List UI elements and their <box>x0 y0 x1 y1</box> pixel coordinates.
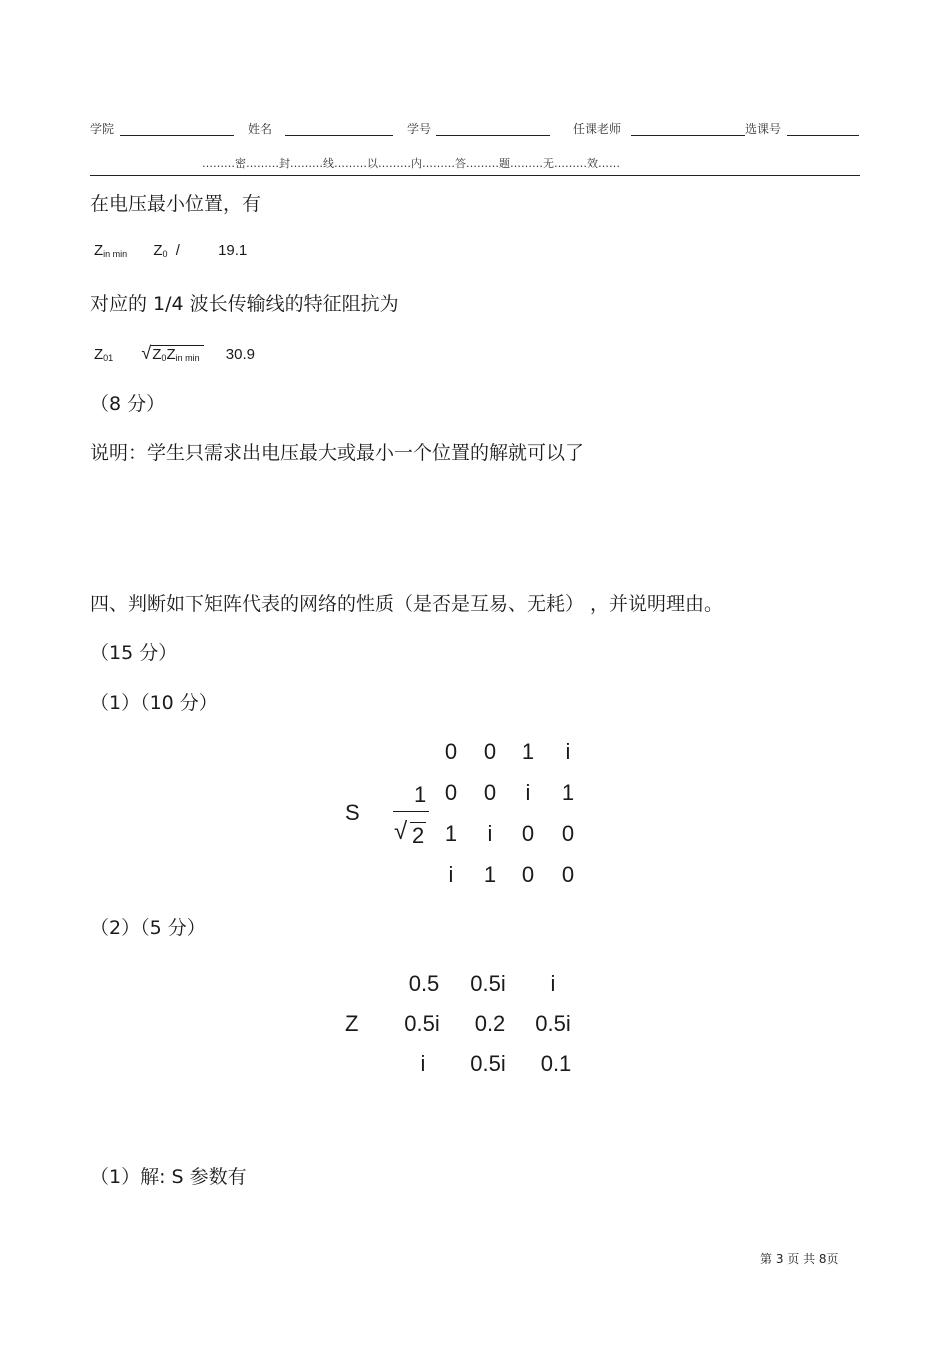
field-line-name[interactable] <box>285 135 393 136</box>
matrix-z-cell: i <box>420 1051 426 1076</box>
score-8: （8 分） <box>90 393 166 415</box>
eq2-r2: Z <box>166 346 176 363</box>
part-1-label: （1）（10 分） <box>90 692 218 714</box>
matrix-s-cell: i <box>525 780 531 805</box>
matrix-s-cell: 0 <box>561 862 575 887</box>
matrix-s-cell: 0 <box>521 862 535 887</box>
matrix-s-symbol: S <box>345 800 360 825</box>
matrix-s-cell: 1 <box>444 821 458 846</box>
matrix-z-cell: 0.5i <box>470 1051 506 1076</box>
matrix-z-cell: 0.2 <box>474 1011 506 1036</box>
field-label-course-no: 选课号 <box>745 122 782 136</box>
matrix-z-cell: 0.5 <box>408 971 440 996</box>
matrix-z-cell: 0.1 <box>540 1051 572 1076</box>
sqrt-radicand <box>151 345 203 363</box>
eq1-slash: / <box>175 242 180 259</box>
matrix-s-radical-value: 2 <box>412 823 425 848</box>
sqrt-sign: √ <box>141 343 152 363</box>
eq2-r1: Z <box>152 346 162 363</box>
matrix-s-cell: 0 <box>444 739 458 764</box>
matrix-s-sqrt-sign: √ <box>394 818 408 845</box>
note-text: 说明：学生只需求出电压最大或最小一个位置的解就可以了 <box>90 442 585 464</box>
field-line-course-no[interactable] <box>787 135 859 136</box>
matrix-s-coef-numerator: 1 <box>414 782 427 807</box>
eq1-lhs-sub: in min <box>103 249 128 259</box>
header-rule <box>90 175 860 176</box>
section-4-title: 四、判断如下矩阵代表的网络的性质（是否是互易、无耗） ，并说明理由。 <box>90 593 724 615</box>
matrix-s-cell: 0 <box>521 821 535 846</box>
eq2-lhs-sub: 01 <box>103 353 114 363</box>
matrix-z-symbol: Z <box>345 1011 359 1036</box>
matrix-s-cell: i <box>487 821 493 846</box>
eq2-lhs: Z <box>94 346 104 363</box>
text-quarter-wave: 对应的 1/4 波长传输线的特征阻抗为 <box>90 293 399 315</box>
matrix-z-cell: 0.5i <box>470 971 506 996</box>
eq1-lhs: Z <box>94 242 104 259</box>
matrix-s-cell: i <box>565 739 571 764</box>
eq2-r2-sub: in min <box>175 353 200 363</box>
matrix-z-cell: 0.5i <box>535 1011 571 1036</box>
matrix-s-fraction-bar <box>393 811 429 812</box>
field-label-teacher: 任课老师 <box>573 122 622 136</box>
field-label-student-id: 学号 <box>407 122 432 136</box>
matrix-s-cell: 0 <box>561 821 575 846</box>
field-label-name: 姓名 <box>248 122 273 136</box>
field-label-college: 学院 <box>90 122 115 136</box>
matrix-s-cell: 0 <box>483 739 497 764</box>
field-line-student-id[interactable] <box>436 135 550 136</box>
matrix-s-cell: 1 <box>483 862 497 887</box>
equation-zin-min <box>94 242 247 259</box>
page-footer: 第 3 页 共 8页 <box>760 1252 839 1266</box>
field-line-college[interactable] <box>120 135 234 136</box>
seal-line-text: ………密………封………线………以………内………答………题………无………效…… <box>202 157 620 170</box>
matrix-s-cell: 0 <box>444 780 458 805</box>
eq1-mid-sub: 0 <box>162 249 168 259</box>
score-15: （15 分） <box>90 642 178 664</box>
eq1-mid: Z <box>153 242 163 259</box>
matrix-s-cell: 0 <box>483 780 497 805</box>
matrix-s-cell: i <box>448 862 454 887</box>
eq2-r1-sub: 0 <box>161 353 167 363</box>
matrix-s-cell: 1 <box>561 780 575 805</box>
text-voltage-min: 在电压最小位置，有 <box>90 193 262 215</box>
matrix-z-cell: i <box>550 971 556 996</box>
matrix-z-cell: 0.5i <box>404 1011 440 1036</box>
equation-z01 <box>94 343 255 364</box>
solution-start: （1）解: S 参数有 <box>90 1166 247 1188</box>
field-line-teacher[interactable] <box>631 135 745 136</box>
matrix-s-cell: 1 <box>521 739 535 764</box>
part-2-label: （2）（5 分） <box>90 917 206 939</box>
eq2-value: 30.9 <box>225 346 255 363</box>
eq1-value: 19.1 <box>218 242 248 259</box>
